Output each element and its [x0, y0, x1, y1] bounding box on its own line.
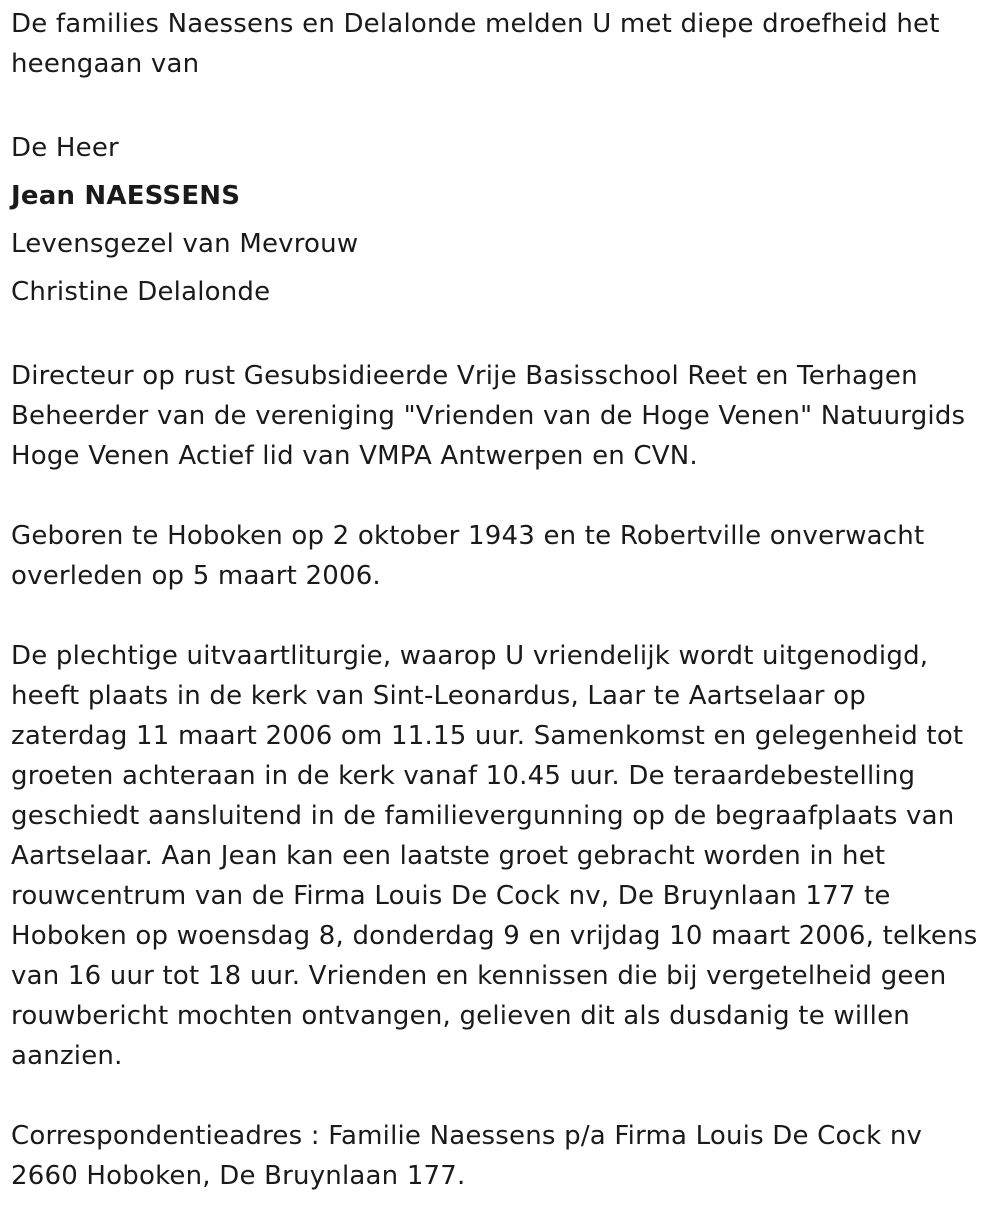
partner-line: Levensgezel van Mevrouw — [11, 229, 359, 259]
spacer — [11, 596, 986, 636]
spacer — [11, 84, 986, 124]
deceased-name: Jean NAESSENS — [11, 181, 241, 211]
honorific: De Heer — [11, 133, 119, 163]
funeral-paragraph: De plechtige uitvaartliturgie, waarop U vriendelijk wordt uitgenodigd, heeft plaats in de kerk van Sint-Leonardus, Laar te Aartselaar op zaterdag 11 maart 2006 om 11.15 uur. Samenkomst en gelegenheid tot groeten achteraan in de kerk vanaf 10.45 uur. De teraardebestelling geschiedt aansluitend in de familievergunning op de begraafplaats van Aartselaar. Aan Jean kan een laatste groet gebracht worden in het rouwcentrum van de Firma Louis De Cock nv, De Bruynlaan 177 te Hoboken op woensdag 8, donderdag 9 en vrijdag 10 maart 2006, telkens van 16 uur tot 18 uur. Vrienden en kennissen die bij vergetelheid geen rouwbericht mochten ontvangen, gelieven dit als dusdanig te willen aanzien. — [11, 641, 978, 1071]
obituary-document — [11, 4, 986, 1196]
spacer — [11, 1076, 986, 1116]
occupation-paragraph: Directeur op rust Gesubsidieerde Vrije Basisschool Reet en Terhagen Beheerder van de vereniging "Vrienden van de Hoge Venen" Natuurgids Hoge Venen Actief lid van VMPA Antwerpen en CVN. — [11, 361, 966, 471]
spacer — [11, 316, 986, 356]
spacer — [11, 476, 986, 516]
intro-paragraph: De families Naessens en Delalonde melden U met diepe droefheid het heengaan van — [11, 9, 940, 79]
partner-name: Christine Delalonde — [11, 277, 271, 307]
correspondence-paragraph: Correspondentieadres : Familie Naessens p/a Firma Louis De Cock nv 2660 Hoboken, De Bruynlaan 177. — [11, 1121, 923, 1191]
birth-death-paragraph: Geboren te Hoboken op 2 oktober 1943 en te Robertville onverwacht overleden op 5 maart 2006. — [11, 521, 925, 591]
